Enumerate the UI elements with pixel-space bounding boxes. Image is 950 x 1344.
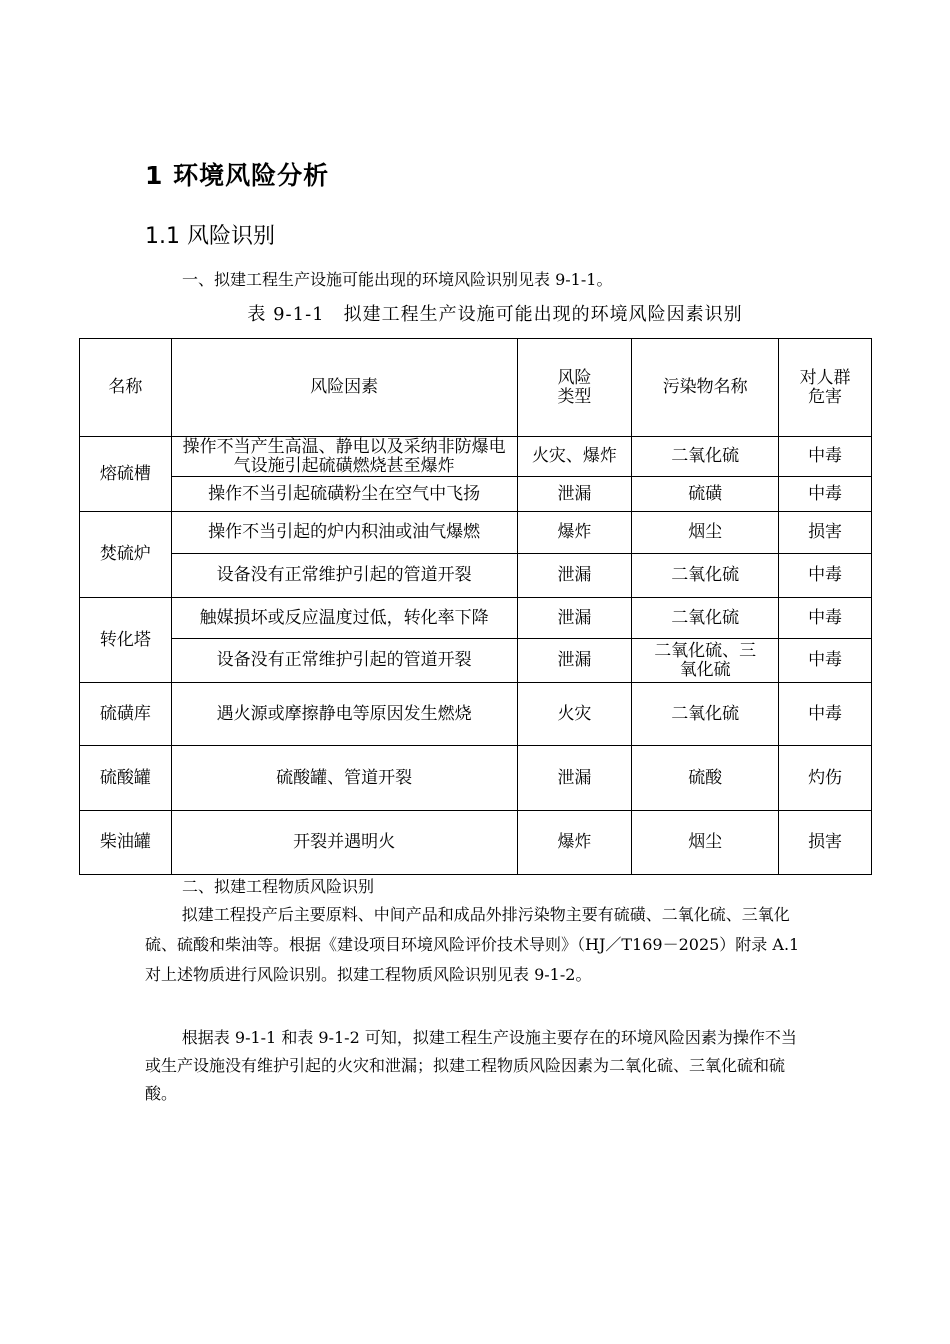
table-row: [80, 746, 872, 811]
header-harm: [779, 339, 872, 437]
row-type: 泄漏: [517, 746, 632, 811]
section2-title: 二、拟建工程物质风险识别: [182, 877, 375, 896]
table-caption: 表 9-1-1 拟建工程生产设施可能出现的环境风险因素识别: [247, 304, 743, 325]
table-row: [80, 639, 872, 683]
row-name: 转化塔: [80, 598, 172, 683]
row-factor: 触媒损坏或反应温度过低，转化率下降: [171, 598, 517, 639]
row-pollutant: 二氧化硫: [632, 437, 779, 477]
table-row: [80, 512, 872, 554]
row-factor: 操作不当引起的炉内积油或油气爆燃: [171, 512, 517, 554]
row-pollutant-text: 二氧化硫、三氧化硫: [654, 640, 757, 680]
table-row: [80, 477, 872, 512]
row-pollutant: 二氧化硫: [632, 683, 779, 746]
header-type: [517, 339, 632, 437]
row-factor: 操作不当引起硫磺粉尘在空气中飞扬: [171, 477, 517, 512]
row-pollutant: 烟尘: [632, 811, 779, 875]
row-name: 硫磺库: [80, 683, 172, 746]
row-type: 泄漏: [517, 639, 632, 683]
row-factor: 开裂并遇明火: [171, 811, 517, 875]
row-harm: 损害: [779, 811, 872, 875]
table-row: [80, 598, 872, 639]
table-row: [80, 683, 872, 746]
row-factor: 设备没有正常维护引起的管道开裂: [171, 639, 517, 683]
table-row: [80, 554, 872, 598]
row-type: 火灾、爆炸: [517, 437, 632, 477]
header-harm-text: 对人群危害: [799, 367, 851, 407]
header-name: 名称: [80, 339, 172, 437]
row-type: 泄漏: [517, 598, 632, 639]
table-row: [80, 811, 872, 875]
row-pollutant: [632, 639, 779, 683]
row-harm: 中毒: [779, 437, 872, 477]
risk-table: [79, 338, 872, 875]
row-pollutant: 二氧化硫: [632, 554, 779, 598]
header-factor: 风险因素: [171, 339, 517, 437]
row-type: 爆炸: [517, 512, 632, 554]
row-factor: [171, 437, 517, 477]
table-row: [80, 437, 872, 477]
intro-paragraph: 一、拟建工程生产设施可能出现的环境风险识别见表 9-1-1。: [182, 270, 613, 289]
row-factor-text: 操作不当产生高温、静电以及采纳非防爆电气设施引起硫磺燃烧甚至爆炸: [182, 436, 506, 476]
header-pollutant: 污染物名称: [632, 339, 779, 437]
row-harm: 损害: [779, 512, 872, 554]
row-name: 熔硫槽: [80, 437, 172, 512]
table-header-row: [80, 339, 872, 437]
row-harm: 中毒: [779, 598, 872, 639]
row-factor: 设备没有正常维护引起的管道开裂: [171, 554, 517, 598]
row-name: 焚硫炉: [80, 512, 172, 598]
row-harm: 中毒: [779, 639, 872, 683]
row-type: 泄漏: [517, 477, 632, 512]
paragraph-conclusion: 根据表 9-1-1 和表 9-1-2 可知，拟建工程生产设施主要存在的环境风险因素为操作不当或生产设施没有维护引起的火灾和泄漏；拟建工程物质风险因素为二氧化硫、三氧化硫和硫酸。: [145, 1028, 797, 1103]
row-pollutant: 硫酸: [632, 746, 779, 811]
row-type: 爆炸: [517, 811, 632, 875]
row-harm: 中毒: [779, 683, 872, 746]
row-harm: 中毒: [779, 554, 872, 598]
paragraph-substance-risk: 拟建工程投产后主要原料、中间产品和成品外排污染物主要有硫磺、二氧化硫、三氧化硫、硫酸和柴油等。根据《建设项目环境风险评价技术导则》（HJ／T169－2025）附录 A.1 对上述物质进行风险识别。拟建工程物质风险识别见表 9-1-2。: [145, 905, 800, 984]
row-harm: 灼伤: [779, 746, 872, 811]
section-heading: 1 环境风险分析: [145, 161, 330, 190]
row-name: 柴油罐: [80, 811, 172, 875]
row-factor: 遇火源或摩擦静电等原因发生燃烧: [171, 683, 517, 746]
row-name: 硫酸罐: [80, 746, 172, 811]
row-harm: 中毒: [779, 477, 872, 512]
row-type: 火灾: [517, 683, 632, 746]
header-type-text: 风险类型: [557, 367, 592, 407]
row-pollutant: 烟尘: [632, 512, 779, 554]
row-pollutant: 二氧化硫: [632, 598, 779, 639]
row-pollutant: 硫磺: [632, 477, 779, 512]
row-factor: 硫酸罐、管道开裂: [171, 746, 517, 811]
subsection-heading: 1.1 风险识别: [145, 224, 275, 249]
row-type: 泄漏: [517, 554, 632, 598]
